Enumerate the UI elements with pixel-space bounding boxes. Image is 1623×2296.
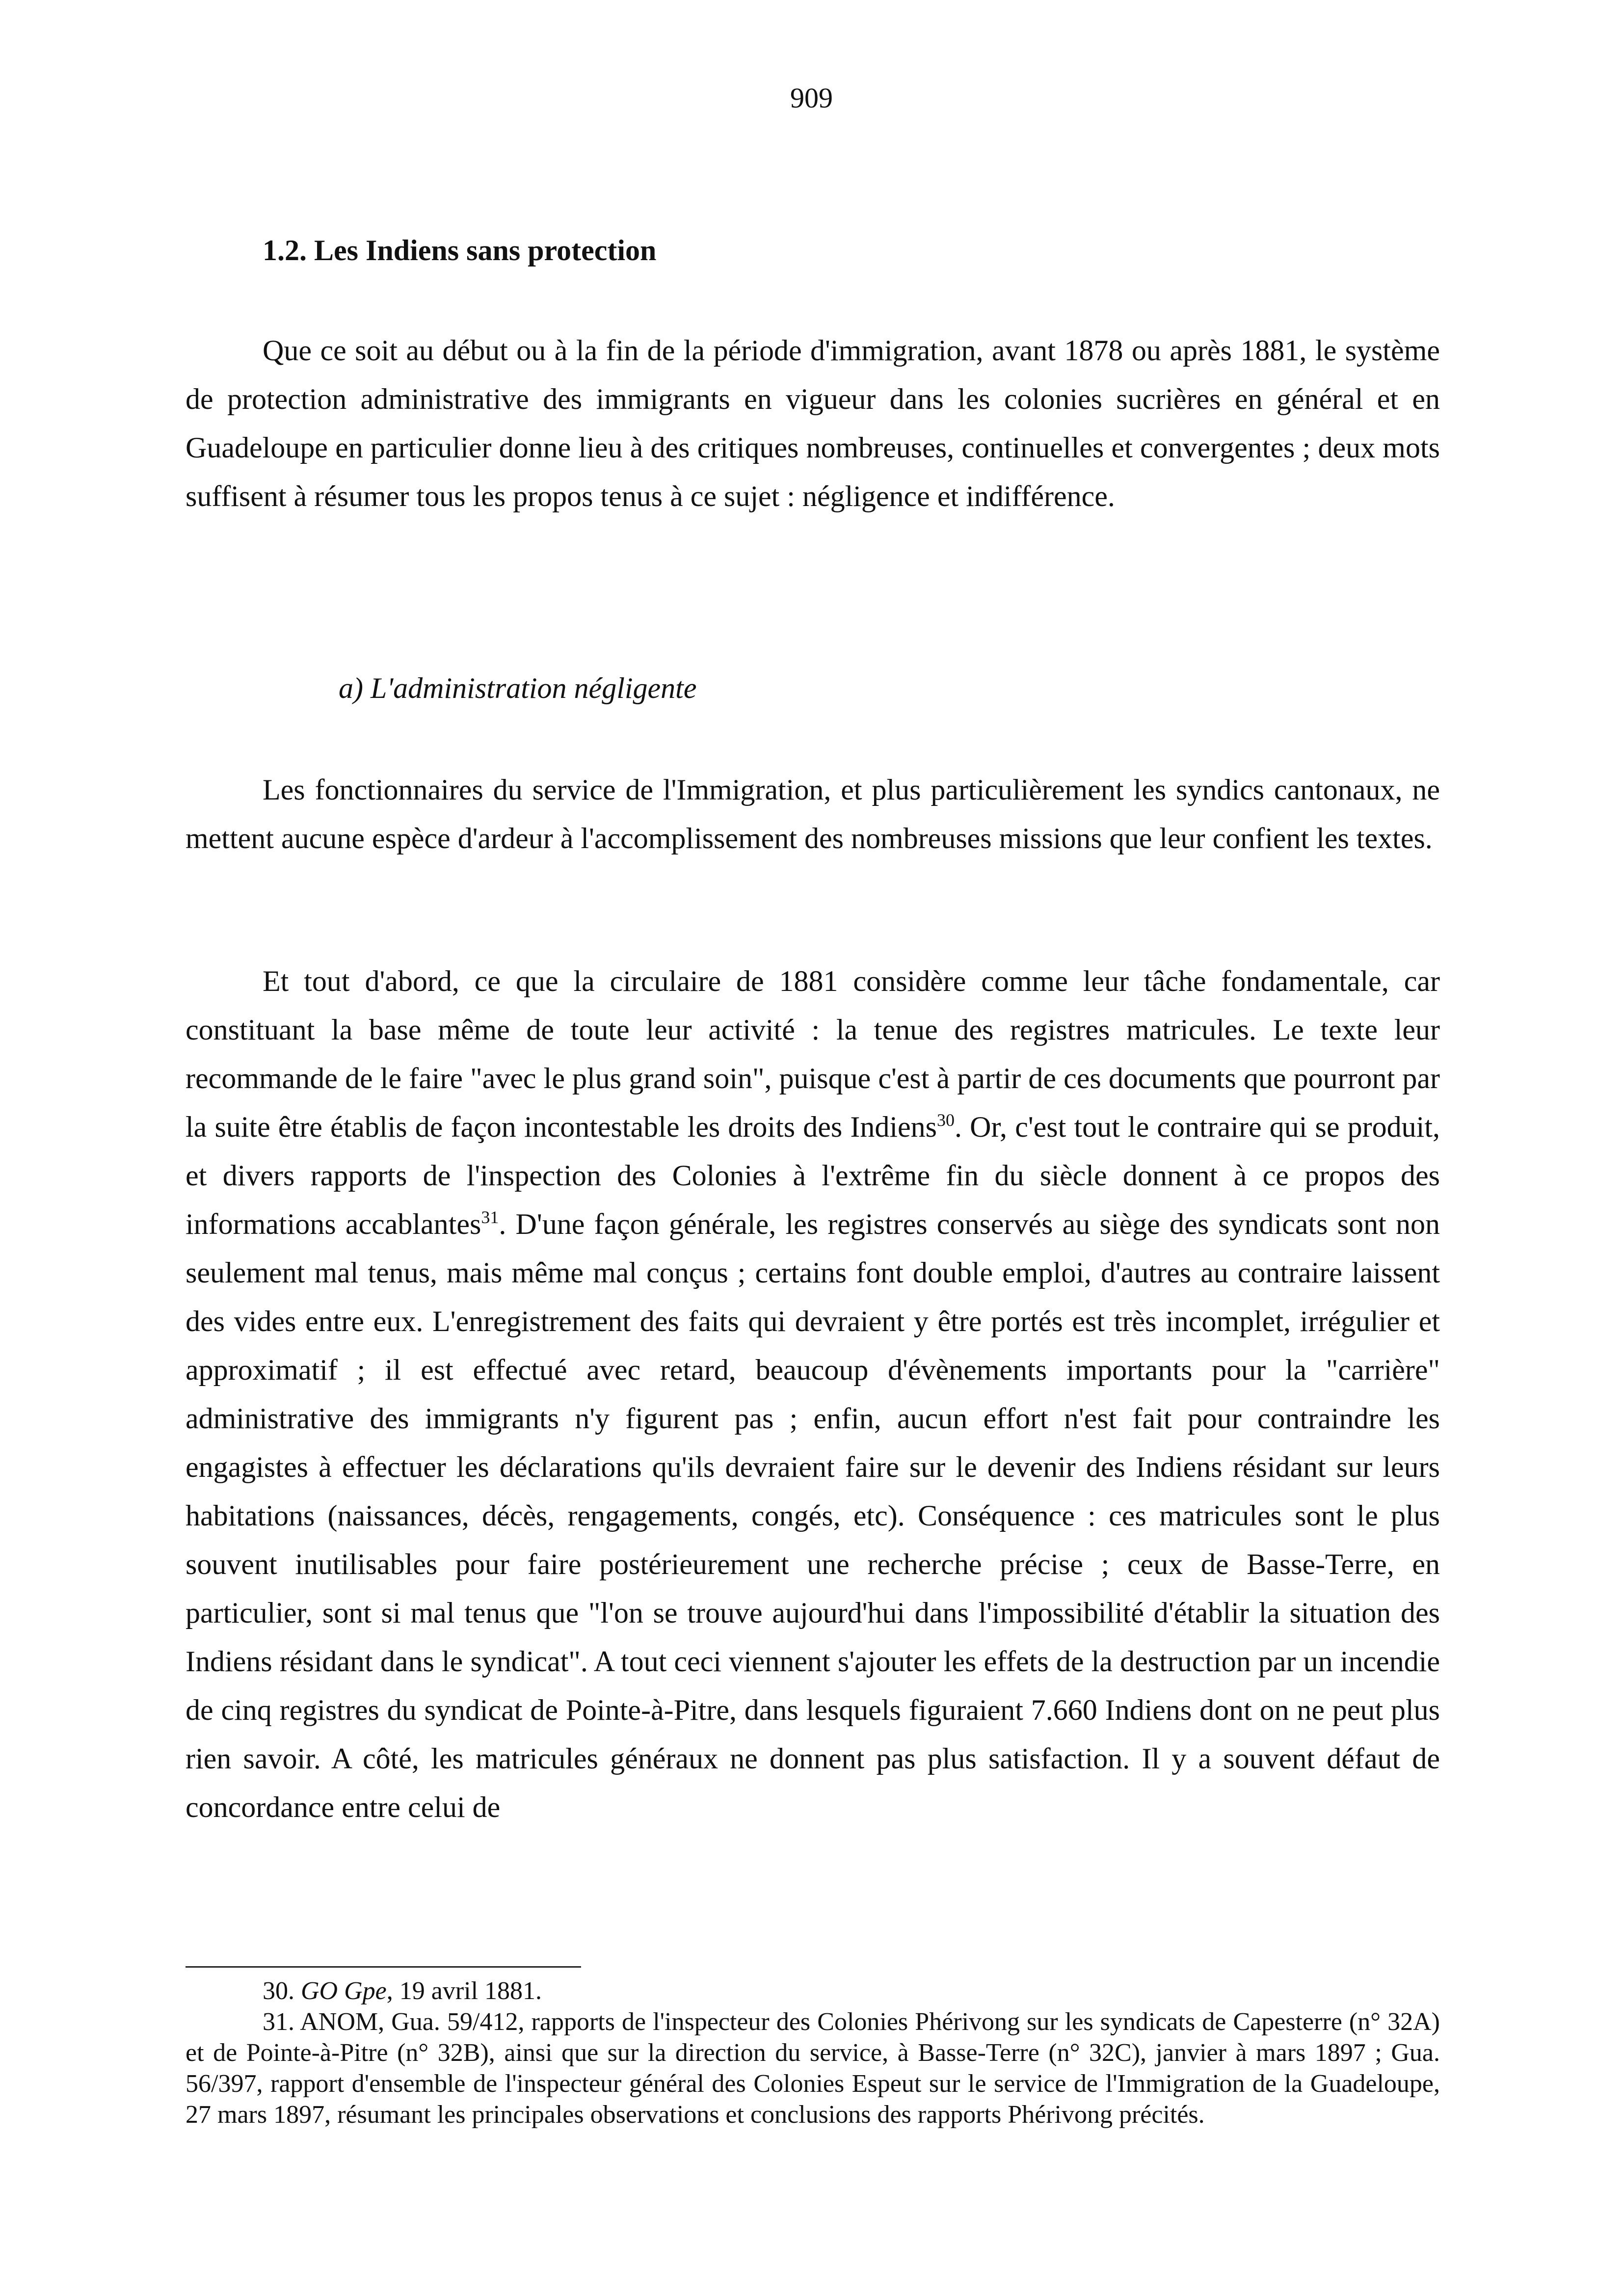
footnote-ref-30[interactable]: 30	[937, 1110, 955, 1130]
paragraph-2: Les fonctionnaires du service de l'Immigration, et plus particulièrement les syndics cantonaux, ne mettent aucune espèce d'ardeur à l'accomplissement des nombreuses missions que leur confient les textes.	[186, 774, 1440, 854]
paragraph-3	[186, 957, 1440, 1832]
paragraph-3-text-1: Et tout d'abord, ce que la circulaire de 1881 considère comme leur tâche fondamentale, car constituant la base même de toute leur activité : la tenue des registres matricules. Le texte leur recommande de le faire "avec le plus grand soin", puisque c'est à partir de ces documents que pourront par la suite être établis de façon incontestable les droits des Indiens	[186, 965, 1440, 1143]
footnote-divider	[186, 1966, 581, 1968]
section-heading: 1.2. Les Indiens sans protection	[263, 234, 657, 267]
footnote-italic-source: GO Gpe	[301, 1977, 387, 2005]
footnote-31	[186, 2006, 1440, 2130]
paragraph-3-text-3: . D'une façon générale, les registres conservés au siège des syndicats sont non seulement mal tenus, mais même mal conçus ; certains font double emploi, d'autres au contraire laissent des vides entre eux. L'enregistrement des faits qui devraient y être portés est très incomplet, irrégulier et approximatif ; il est effectué avec retard, beaucoup d'évènements importants pour la "carrière" administrative des immigrants n'y figurent pas ; enfin, aucun effort n'est fait pour contraindre les engagistes à effectuer les déclarations qu'ils devraient faire sur le devenir des Indiens résidant sur leurs habitations (naissances, décès, rengagements, congés, etc). Conséquence : ces matricules sont le plus souvent inutilisables pour faire postérieurement une recherche précise ; ceux de Basse-Terre, en particulier, sont si mal tenus que "l'on se trouve aujourd'hui dans l'impossibilité d'établir la situation des Indiens résidant dans le syndicat". A tout ceci viennent s'ajouter les effets de la destruction par un incendie de cinq registres du syndicat de Pointe-à-Pitre, dans lesquels figuraient 7.660 Indiens dont on ne peut plus rien savoir. A côté, les matricules généraux ne donnent pas plus satisfaction. Il y a souvent défaut de concordance entre celui de	[186, 1208, 1440, 1823]
footnote-text: ANOM, Gua. 59/412, rapports de l'inspecteur des Colonies Phérivong sur les syndicats de Capesterre (n° 32A) et de Pointe-à-Pitre (n° 32B), ainsi que sur la direction du service, à Basse-Terre (n° 32C), janvier à mars 1897 ; Gua. 56/397, rapport d'ensemble de l'inspecteur général des Colonies Espeut sur le service de l'Immigration de la Guadeloupe, 27 mars 1897, résumant les principales observations et conclusions des rapports Phérivong précités.	[186, 2008, 1440, 2129]
subsection-heading: a) L'administration négligente	[339, 672, 697, 704]
paragraph-1: Que ce soit au début ou à la fin de la période d'immigration, avant 1878 ou après 1881, le système de protection administrative des immigrants en vigueur dans les colonies sucrières en général et en Guadeloupe en particulier donne lieu à des critiques nombreuses, continuelles et convergentes ; deux mots suffisent à résumer tous les propos tenus à ce sujet : négligence et indifférence.	[186, 334, 1440, 512]
footnote-number: 31.	[263, 2008, 294, 2036]
footnote-30	[186, 1976, 1440, 2006]
footnote-ref-31[interactable]: 31	[481, 1207, 499, 1227]
footnote-text: , 19 avril 1881.	[386, 1977, 542, 2005]
paragraph-3-text-2: . Or, c'est tout le contraire qui se produit, et divers rapports de l'inspection des Colonies à l'extrême fin du siècle donnent à ce propos des informations accablantes	[186, 1111, 1440, 1240]
footnote-number: 30.	[263, 1977, 294, 2005]
page-number: 909	[790, 82, 833, 114]
footnotes	[186, 1976, 1440, 2130]
